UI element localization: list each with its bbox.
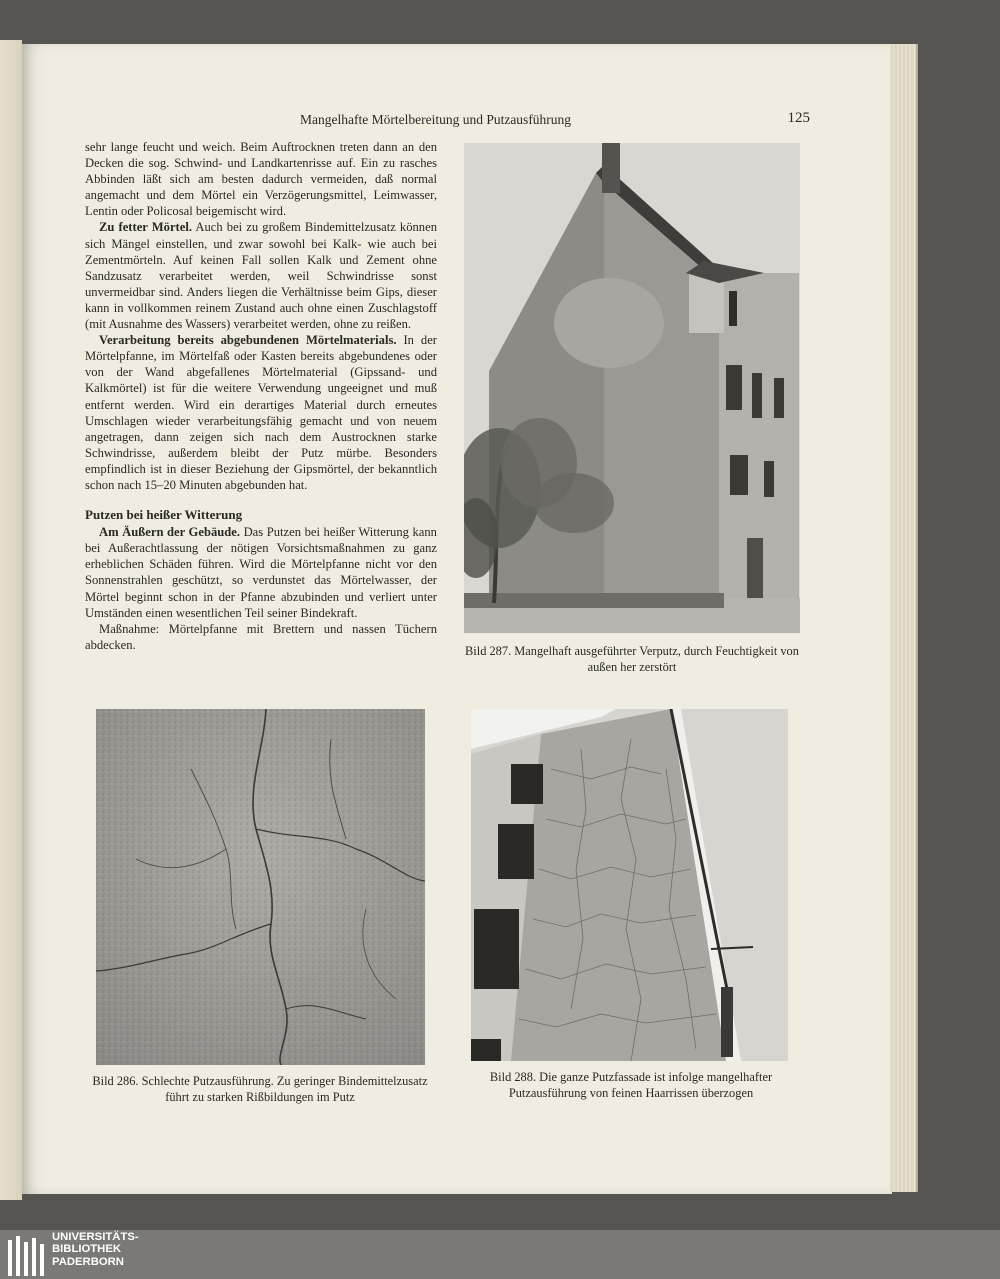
paragraph: Zu fetter Mörtel. Auch bei zu großem Bindemittelzusatz können sich Mängel einstellen, und zwar sowohl bei Kalk- wie auch bei Zementmörteln. Auf keinen Fall sollen Kalk und Zement ohne Sandzusatz verarbeitet werden, weil Schwindrisse sonst unvermeidbar sind. Anders liegen die Verhältnisse beim Gips, dieser kann in vollkommen reinem Zustand auch ohne einen Zuschlagstoff (mit Ausnahme des Wassers) verarbeitet werden, ohne zu reißen. xyxy=(85,220,437,332)
paragraph: sehr lange feucht und weich. Beim Auftrocknen treten dann an den Decken die sog. Schwind- und Landkartenrisse auf. Ein zu rasches Abbinden läßt sich am besten dadurch vermeiden, daß normal angemacht und dem Mörtel ein Verzögerungsmittel, Leimwasser, Lentin oder Policosal beigemischt wird. xyxy=(85,140,437,219)
running-title: Mangelhafte Mörtelbereitung und Putzausführung xyxy=(300,112,572,127)
page-stack-edge xyxy=(890,44,918,1192)
left-page-edge xyxy=(0,40,22,1200)
section-heading: Putzen bei heißer Witterung xyxy=(85,507,243,523)
paragraph-lead: Am Äußern der Gebäude. xyxy=(99,525,240,540)
page-number: 125 xyxy=(787,110,810,126)
figure-286-photo xyxy=(96,709,425,1065)
library-name: UNIVERSITÄTS- BIBLIOTHEK PADERBORN xyxy=(52,1231,139,1268)
university-library-logo xyxy=(4,1232,48,1276)
paragraph-lead: Verarbeitung bereits abgebundenen Mörtelmaterials. xyxy=(99,333,397,348)
figure-286-caption: Bild 286. Schlechte Putzausführung. Zu geringer Bindemittelzusatz führt zu starken Rißbildungen im Putz xyxy=(92,1074,428,1104)
paragraph: Verarbeitung bereits abgebundenen Mörtelmaterials. In der Mörtelpfanne, im Mörtelfaß oder Kasten bereits abgebundenes oder von der Wand abgefallenes Mörtelmaterial (Gipssand- und Kalkmörtel) ist für die weitere Verwendung ungeeignet und muß entfernt werden. Wird ein derartiges Material durch erneutes Umschlagen wieder verarbeitungsfähig gemacht und von neuem angetragen, dann zeigen sich nach dem Austrocknen starke Schwindrisse, außerdem bleibt der Putz mürbe. Besonders empfindlich ist in dieser Beziehung der Gipsmörtel, der bekanntlich schon nach 15–20 Minuten abgebunden hat. xyxy=(85,333,437,492)
figure-287-photo xyxy=(464,143,800,633)
house-illustration xyxy=(464,143,800,633)
cracked-plaster-illustration xyxy=(96,709,425,1065)
figure-288-caption: Bild 288. Die ganze Putzfassade ist infolge mangelhafter Putzausführung von feinen Haarrissen überzogen xyxy=(489,1070,773,1100)
paragraph: Am Äußern der Gebäude. Das Putzen bei heißer Witterung kann bei Außerachtlassung der nötigen Vorsichtsmaßnahmen zu ganz erheblichen Schäden führen. Wird die Mörtelpfanne nicht vor den Sonnenstrahlen geschützt, so verdunstet das Mörtelwasser, der Mörtel beginnt schon in der Pfanne abzubinden und verliert unter Umständen einen wesentlichen Teil seiner Bindekraft. xyxy=(85,525,437,620)
paragraph: Maßnahme: Mörtelpfanne mit Brettern und nassen Tüchern abdecken. xyxy=(85,621,437,652)
figure-287-caption: Bild 287. Mangelhaft ausgeführter Verputz, durch Feuchtigkeit von außen her zerstört xyxy=(465,644,799,674)
running-header xyxy=(300,112,820,132)
figure-288-photo xyxy=(471,709,788,1061)
cracked-facade-illustration xyxy=(471,709,788,1061)
body-text-column xyxy=(85,139,437,653)
paragraph-lead: Zu fetter Mörtel. xyxy=(99,220,192,235)
